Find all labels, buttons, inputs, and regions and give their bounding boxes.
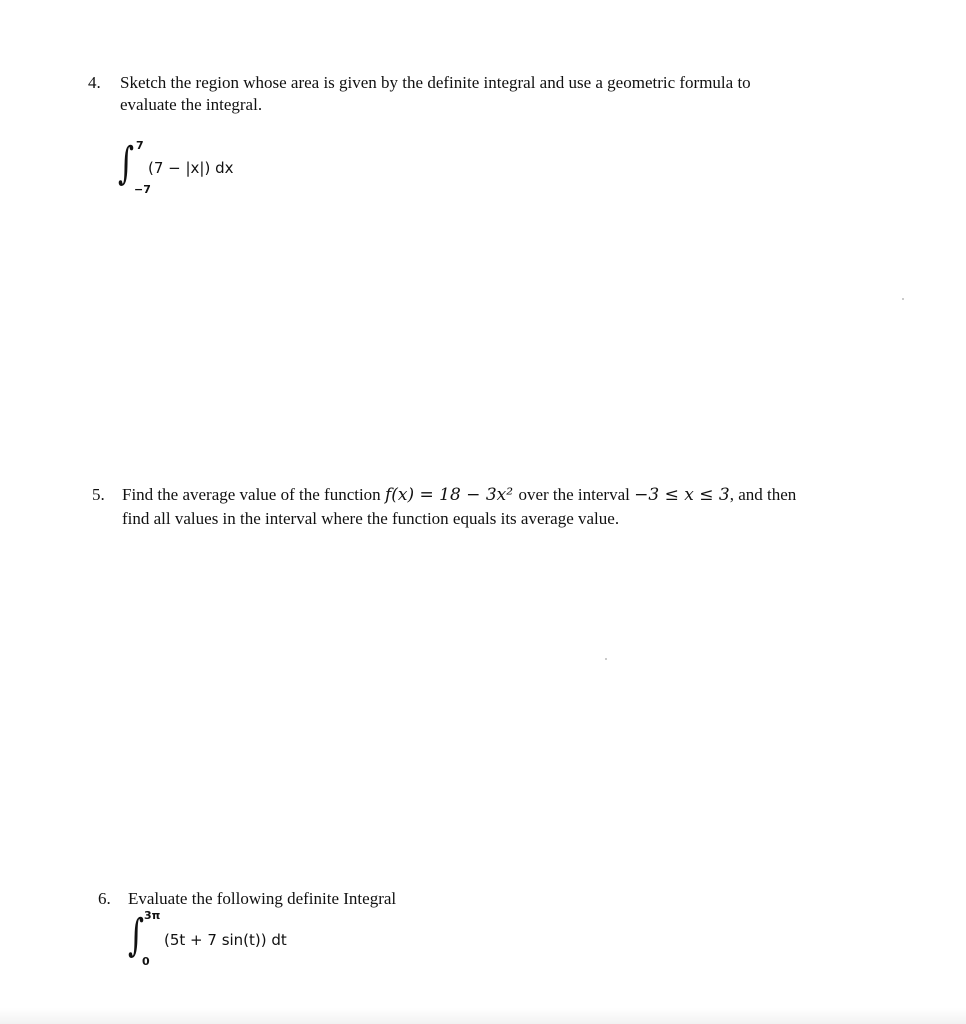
problem-4-line2: evaluate the integral. (120, 95, 263, 114)
problem-4-integral (118, 140, 318, 200)
problem-6 (98, 888, 598, 912)
problem-6-lower-limit: 0 (142, 955, 150, 968)
problem-6-upper-limit: 3π (144, 909, 161, 922)
page-bottom-shadow (0, 1008, 966, 1024)
problem-5-number: 5. (92, 485, 105, 504)
problem-4-lower-limit: −7 (134, 183, 151, 196)
problem-4-integrand: (7 − |x|) dx (148, 159, 234, 177)
problem-4-number: 4. (88, 73, 101, 92)
integral-sign-icon: ∫ (118, 138, 135, 189)
problem-6-line1: Evaluate the following definite Integral (128, 889, 397, 908)
scan-speck (605, 658, 607, 660)
problem-4-upper-limit: 7 (136, 139, 144, 152)
problem-5-line1-b: over the interval (518, 485, 635, 504)
problem-5-function: f(x) = 18 − 3x² (384, 485, 519, 505)
problem-4 (88, 72, 868, 118)
problem-5-line1 (122, 484, 796, 506)
problem-6-integrand: (5t + 7 sin(t)) dt (164, 931, 287, 949)
problem-5 (92, 484, 892, 530)
integral-sign-icon: ∫ (128, 910, 145, 961)
problem-5-line1-a: Find the average value of the function (122, 485, 385, 504)
problem-6-number: 6. (98, 889, 111, 908)
problem-5-interval: −3 ≤ x ≤ 3 (634, 485, 730, 505)
scan-speck (902, 298, 904, 300)
problem-5-line2: find all values in the interval where the function equals its average value. (122, 509, 620, 528)
problem-4-line1: Sketch the region whose area is given by the definite integral and use a geometric formula to (120, 73, 751, 92)
problem-5-line1-c: , and then (729, 485, 797, 504)
problem-6-integral (128, 910, 348, 970)
